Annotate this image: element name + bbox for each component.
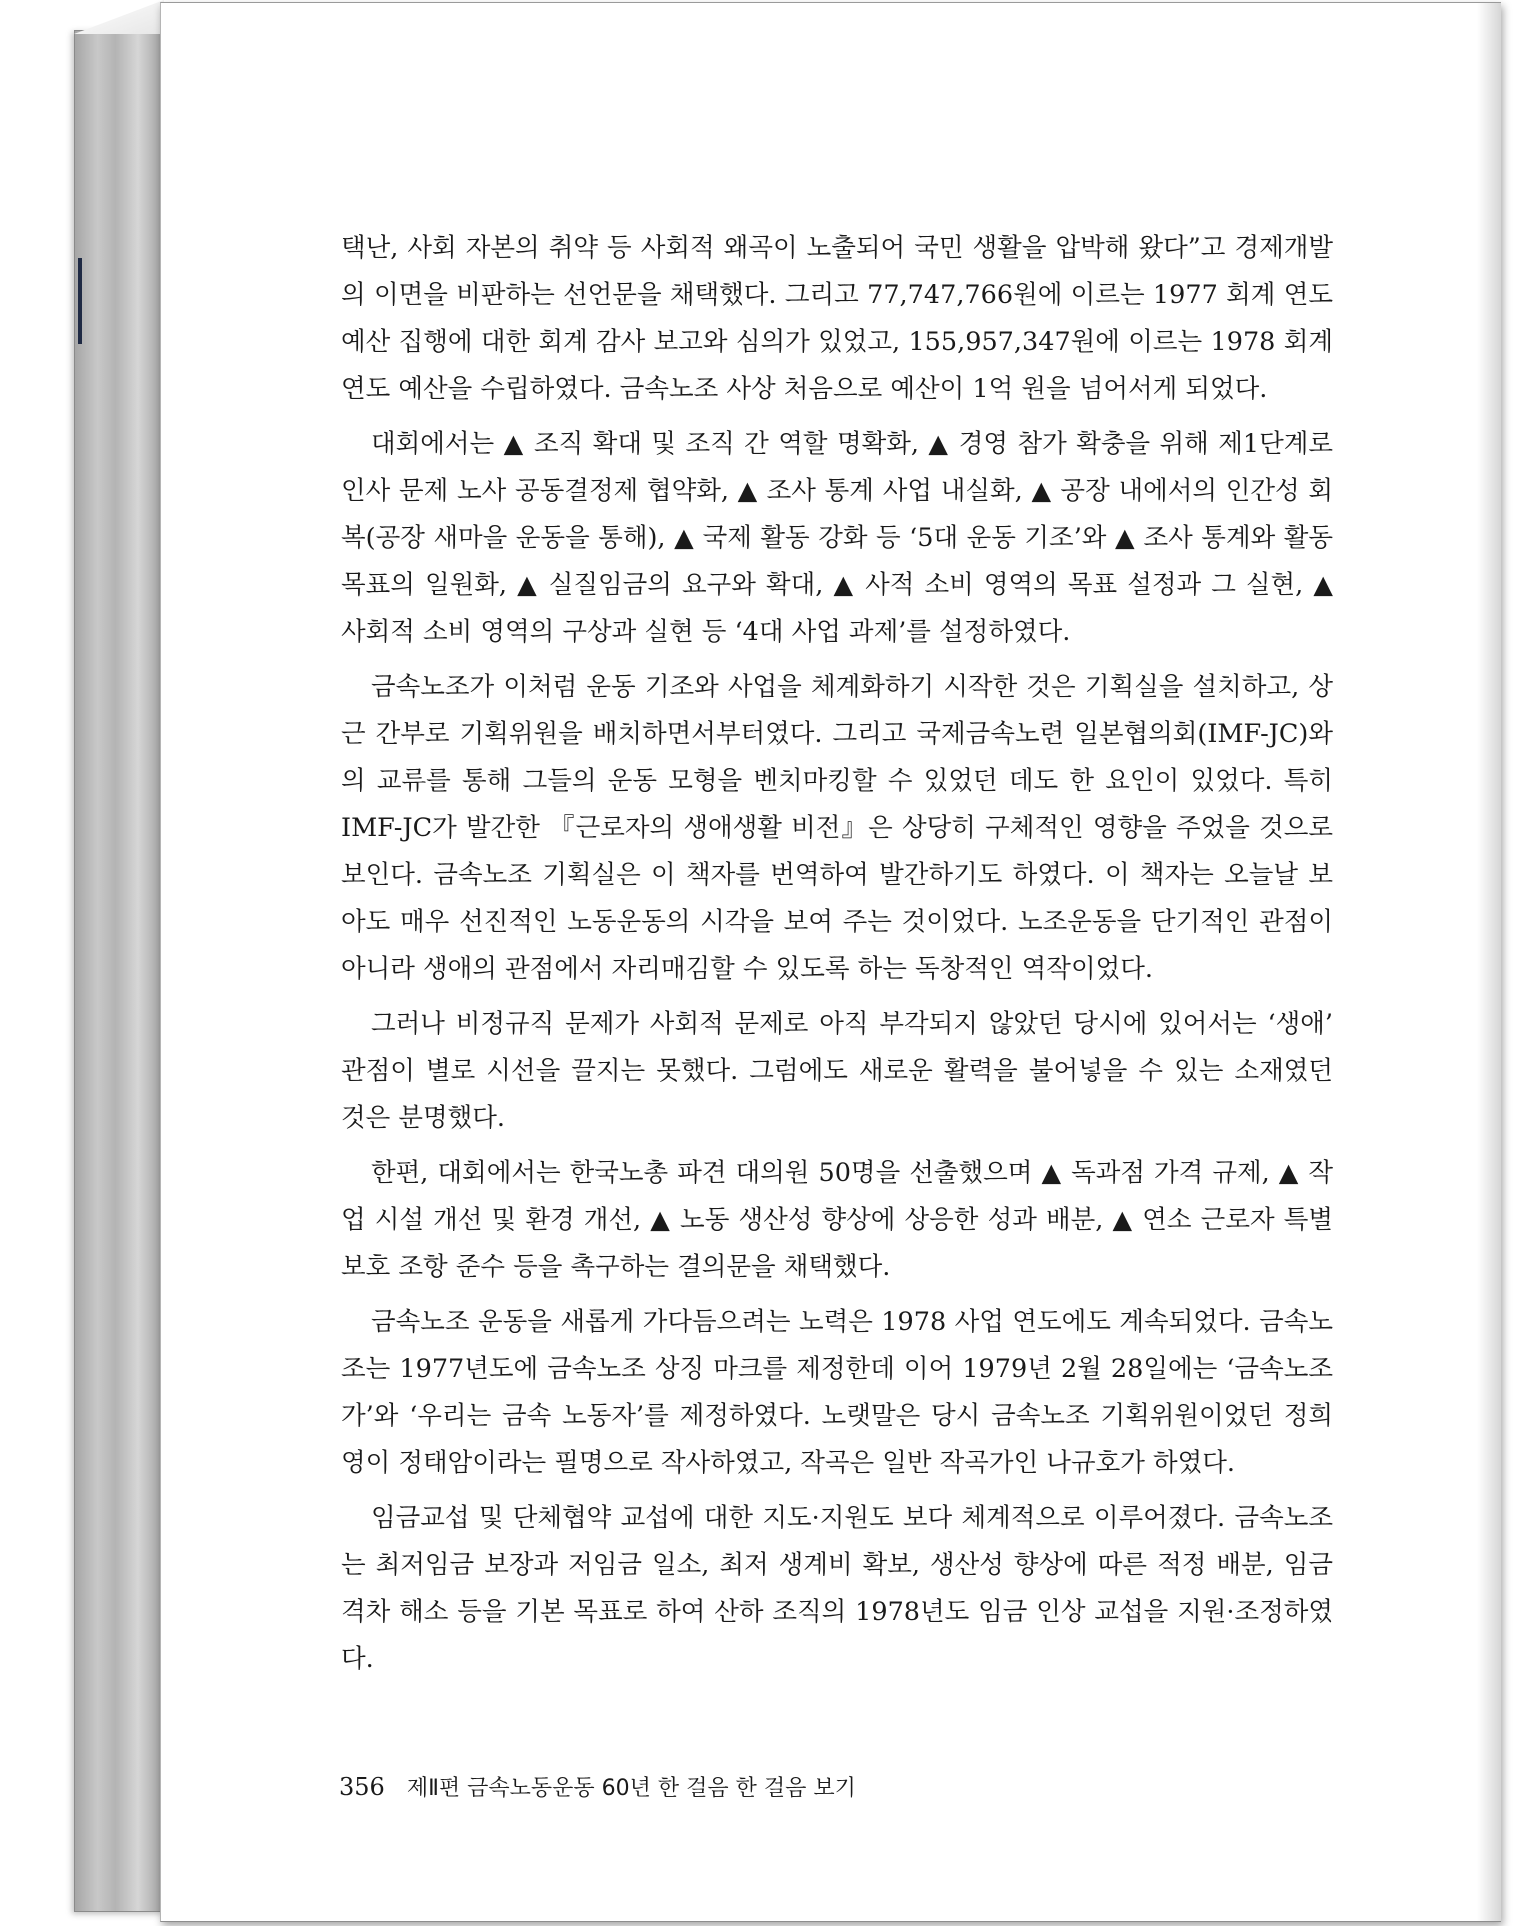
book-page-edges — [74, 30, 166, 1912]
paragraph-7: 임금교섭 및 단체협약 교섭에 대한 지도·지원도 보다 체계적으로 이루어졌다. 금속노조는 최저임금 보장과 저임금 일소, 최저 생계비 확보, 생산성 향상에 따른 적정 배분, 임금 격차 해소 등을 기본 목표로 하여 산하 조직의 1978년도 임금 인상 교섭을 지원·조정하였다. — [341, 1503, 1333, 1674]
paragraph-1: 택난, 사회 자본의 취약 등 사회적 왜곡이 노출되어 국민 생활을 압박해 왔다”고 경제개발의 이면을 비판하는 선언문을 채택했다. 그리고 77,747,766원에 이르는 1977 회계 연도 예산 집행에 대한 회계 감사 보고와 심의가 있었고, 155,957,347원에 이르는 1978 회계 연도 예산을 수립하였다. 금속노조 사상 처음으로 예산이 1억 원을 넘어서게 되었다. — [341, 233, 1333, 404]
paragraph-3: 금속노조가 이처럼 운동 기조와 사업을 체계화하기 시작한 것은 기획실을 설치하고, 상근 간부로 기획위원을 배치하면서부터였다. 그리고 국제금속노련 일본협의회(IMF-JC)와의 교류를 통해 그들의 운동 모형을 벤치마킹할 수 있었던 데도 한 요인이 있었다. 특히 IMF-JC가 발간한 『근로자의 생애생활 비전』은 상당히 구체적인 영향을 주었을 것으로 보인다. 금속노조 기획실은 이 책자를 번역하여 발간하기도 하였다. 이 책자는 오늘날 보아도 매우 선진적인 노동운동의 시각을 보여 주는 것이었다. 노조운동을 단기적인 관점이 아니라 생애의 관점에서 자리매김할 수 있도록 하는 독창적인 역작이었다. — [341, 672, 1333, 984]
paragraph-6: 금속노조 운동을 새롭게 가다듬으려는 노력은 1978 사업 연도에도 계속되었다. 금속노조는 1977년도에 금속노조 상징 마크를 제정한데 이어 1979년 2월 28일에는 ‘금속노조가’와 ‘우리는 금속 노동자’를 제정하였다. 노랫말은 당시 금속노조 기획위원이었던 정희영이 정태암이라는 필명으로 작사하였고, 작곡은 일반 작곡가인 나규호가 하였다. — [341, 1307, 1333, 1478]
page-gutter-shadow — [1477, 3, 1501, 1921]
paragraph-2: 대회에서는 ▲ 조직 확대 및 조직 간 역할 명확화, ▲ 경영 참가 확충을 위해 제1단계로 인사 문제 노사 공동결정제 협약화, ▲ 조사 통계 사업 내실화, ▲ 공장 내에서의 인간성 회복(공장 새마을 운동을 통해), ▲ 국제 활동 강화 등 ‘5대 운동 기조’와 ▲ 조사 통계와 활동 목표의 일원화, ▲ 실질임금의 요구와 확대, ▲ 사적 소비 영역의 목표 설정과 그 실현, ▲ 사회적 소비 영역의 구상과 실현 등 ‘4대 사업 과제’를 설정하였다. — [341, 429, 1333, 647]
spine-bookmark — [78, 258, 82, 344]
page-number: 356 — [339, 1773, 385, 1801]
paragraph-5: 한편, 대회에서는 한국노총 파견 대의원 50명을 선출했으며 ▲ 독과점 가격 규제, ▲ 작업 시설 개선 및 환경 개선, ▲ 노동 생산성 향상에 상응한 성과 배분, ▲ 연소 근로자 특별 보호 조항 준수 등을 촉구하는 결의문을 채택했다. — [341, 1158, 1333, 1282]
body-text — [341, 225, 1333, 1691]
book-corner — [74, 0, 164, 34]
book-page — [160, 2, 1501, 1922]
running-title: 제Ⅱ편 금속노동운동 60년 한 걸음 한 걸음 보기 — [406, 1776, 856, 1801]
page-footer — [339, 1771, 856, 1802]
paragraph-4: 그러나 비정규직 문제가 사회적 문제로 아직 부각되지 않았던 당시에 있어서는 ‘생애’ 관점이 별로 시선을 끌지는 못했다. 그럼에도 새로운 활력을 불어넣을 수 있는 소재였던 것은 분명했다. — [341, 1009, 1333, 1133]
